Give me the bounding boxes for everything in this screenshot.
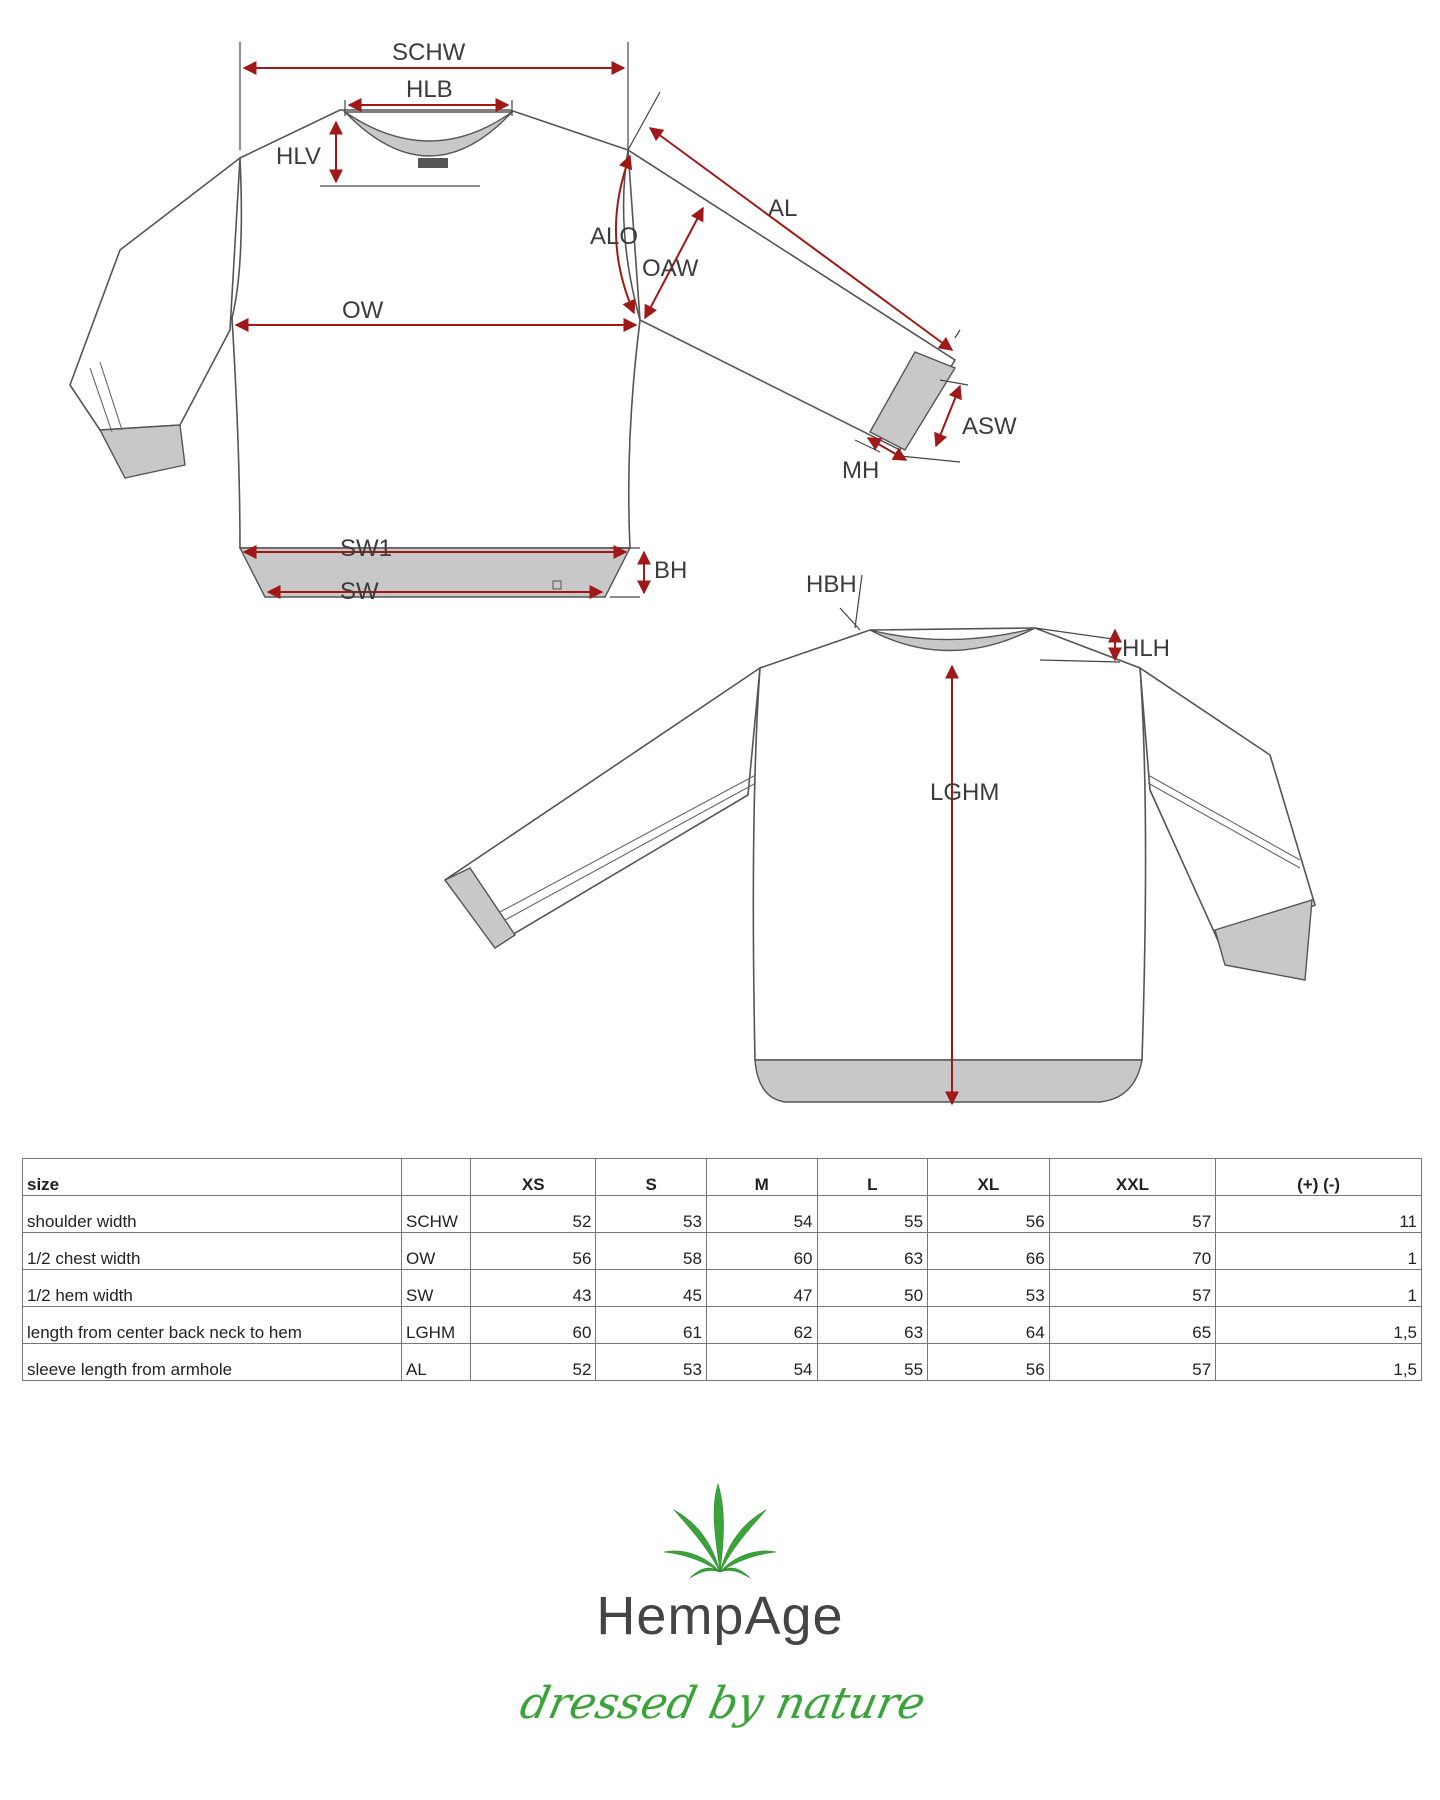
brand-tagline	[480, 1660, 960, 1750]
cell-value: 58	[596, 1233, 707, 1270]
row-label: 1/2 hem width	[23, 1270, 402, 1307]
header-xxl: XXL	[1049, 1159, 1216, 1196]
table-row	[23, 1196, 1422, 1233]
row-label: sleeve length from armhole	[23, 1344, 402, 1381]
cell-value: 57	[1049, 1196, 1216, 1233]
label-hlh: HLH	[1122, 635, 1171, 662]
cell-value: 64	[928, 1307, 1050, 1344]
label-bh: BH	[654, 557, 688, 584]
cell-value: 45	[596, 1270, 707, 1307]
cell-value: 55	[817, 1196, 928, 1233]
cell-value: 62	[706, 1307, 817, 1344]
cell-value: 57	[1049, 1270, 1216, 1307]
table-row	[23, 1270, 1422, 1307]
cell-value: 65	[1049, 1307, 1216, 1344]
label-al: AL	[768, 195, 798, 222]
row-code: SCHW	[402, 1196, 471, 1233]
front-sweater-drawing	[70, 110, 955, 597]
cell-value: 53	[928, 1270, 1050, 1307]
cell-value: 56	[928, 1344, 1050, 1381]
header-code	[402, 1159, 471, 1196]
label-hlb: HLB	[406, 76, 453, 103]
cell-value: 43	[471, 1270, 596, 1307]
label-sw1: SW1	[340, 535, 393, 562]
cell-value: 56	[471, 1233, 596, 1270]
row-label: 1/2 chest width	[23, 1233, 402, 1270]
cell-value: 60	[471, 1307, 596, 1344]
tagline-text: dressed by nature	[515, 1678, 930, 1729]
label-asw: ASW	[962, 413, 1017, 440]
label-oaw: OAW	[642, 255, 699, 282]
cell-value: 66	[928, 1233, 1050, 1270]
size-chart-table	[22, 1158, 1422, 1381]
cell-value: 54	[706, 1344, 817, 1381]
cell-value: 55	[817, 1344, 928, 1381]
cell-value: 61	[596, 1307, 707, 1344]
label-mh: MH	[842, 457, 880, 484]
back-sweater-drawing	[445, 628, 1315, 1102]
header-l: L	[817, 1159, 928, 1196]
cell-value: 70	[1049, 1233, 1216, 1270]
header-s: S	[596, 1159, 707, 1196]
cell-value: 63	[817, 1307, 928, 1344]
row-code: OW	[402, 1233, 471, 1270]
cell-value: 50	[817, 1270, 928, 1307]
table-row	[23, 1344, 1422, 1381]
table-header-row	[23, 1159, 1422, 1196]
header-m: M	[706, 1159, 817, 1196]
cell-value: 56	[928, 1196, 1050, 1233]
row-code: SW	[402, 1270, 471, 1307]
row-code: LGHM	[402, 1307, 471, 1344]
table-row	[23, 1307, 1422, 1344]
label-hlv: HLV	[276, 143, 321, 170]
cell-value: 57	[1049, 1344, 1216, 1381]
row-label: length from center back neck to hem	[23, 1307, 402, 1344]
cell-value: 1,5	[1216, 1344, 1422, 1381]
cell-value: 11	[1216, 1196, 1422, 1233]
header-xl: XL	[928, 1159, 1050, 1196]
label-sw: SW	[340, 578, 379, 605]
cell-value: 1,5	[1216, 1307, 1422, 1344]
label-hbh: HBH	[806, 571, 857, 598]
brand-name: HempAge	[596, 1586, 844, 1646]
hemp-leaf-icon	[660, 1480, 780, 1580]
cell-value: 60	[706, 1233, 817, 1270]
label-lghm: LGHM	[930, 779, 1000, 806]
label-ow: OW	[342, 297, 384, 324]
table-row	[23, 1233, 1422, 1270]
cell-value: 63	[817, 1233, 928, 1270]
cell-value: 1	[1216, 1233, 1422, 1270]
header-xs: XS	[471, 1159, 596, 1196]
cell-value: 54	[706, 1196, 817, 1233]
cell-value: 53	[596, 1344, 707, 1381]
row-code: AL	[402, 1344, 471, 1381]
cell-value: 52	[471, 1344, 596, 1381]
cell-value: 1	[1216, 1270, 1422, 1307]
label-schw: SCHW	[392, 39, 466, 66]
header-size: size	[23, 1159, 402, 1196]
cell-value: 52	[471, 1196, 596, 1233]
cell-value: 47	[706, 1270, 817, 1307]
label-alo: ALO	[590, 223, 639, 250]
header-tolerance: (+) (-)	[1216, 1159, 1422, 1196]
row-label: shoulder width	[23, 1196, 402, 1233]
cell-value: 53	[596, 1196, 707, 1233]
